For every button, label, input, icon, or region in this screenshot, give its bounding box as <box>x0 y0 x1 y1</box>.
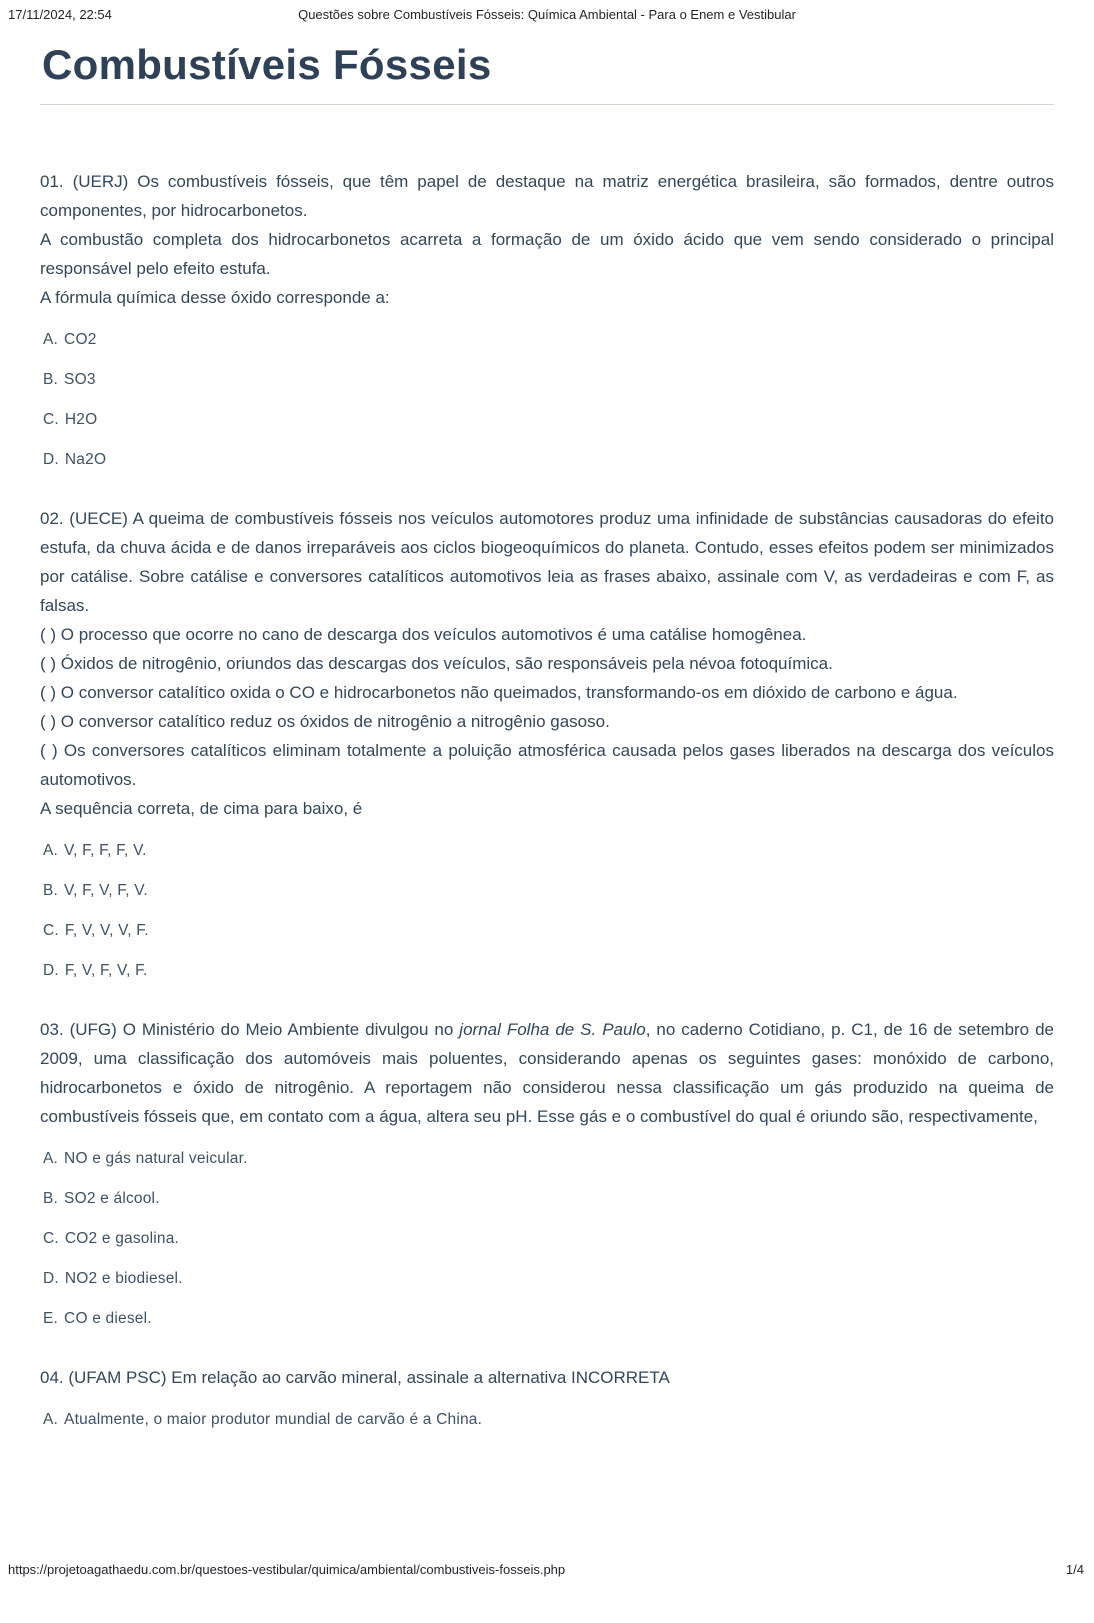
option-text: SO3 <box>64 371 96 388</box>
question-paragraph: 01. (UERJ) Os combustíveis fósseis, que têm papel de destaque na matriz energética brasileira, são formados, dentre outros componentes, por hidrocarbonetos. <box>40 172 1054 220</box>
option-a <box>43 1410 1054 1430</box>
options-list <box>40 330 1054 470</box>
option-text: V, F, F, F, V. <box>64 842 147 859</box>
question-03 <box>40 1015 1054 1329</box>
question-01 <box>40 167 1054 470</box>
question-text-segment: , no caderno Cotidiano, p. C1, de 16 de setembro de 2009, uma classificação dos automóveis mais poluentes, considerando apenas os seguintes gases: monóxido de carbono, hidrocarbonetos e óxido de nitrogênio. A reportagem não considerou nessa classificação um gás produzido na queima de combustíveis fósseis que, em contato com a água, altera seu pH. Esse gás e o combustível do qual é oriundo são, respectivamente, <box>40 1020 1055 1126</box>
option-text: CO2 <box>64 331 97 348</box>
option-text: CO2 e gasolina. <box>64 1230 180 1247</box>
option-letter: C. <box>43 922 59 939</box>
option-c <box>43 921 1054 941</box>
option-letter: C. <box>43 1230 59 1247</box>
option-d <box>43 450 1054 470</box>
options-list <box>40 1410 1054 1430</box>
print-header <box>0 7 1094 22</box>
option-b <box>43 881 1054 901</box>
option-letter: A. <box>43 842 59 859</box>
title-divider <box>40 104 1054 105</box>
option-text: H2O <box>64 411 98 428</box>
option-letter: A. <box>43 331 59 348</box>
option-text: F, V, V, V, F. <box>64 922 149 939</box>
print-header-title: Questões sobre Combustíveis Fósseis: Química Ambiental - Para o Enem e Vestibular <box>298 7 796 22</box>
option-text: NO2 e biodiesel. <box>64 1270 183 1287</box>
vf-statement: ( ) Os conversores catalíticos eliminam totalmente a poluição atmosférica causada pelos gases liberados na descarga dos veículos automotivos. <box>40 741 1054 789</box>
option-letter: B. <box>43 371 59 388</box>
option-letter: A. <box>43 1411 59 1428</box>
option-c <box>43 1229 1054 1249</box>
option-d <box>43 1269 1054 1289</box>
option-letter: A. <box>43 1150 59 1167</box>
option-letter: B. <box>43 882 59 899</box>
option-letter: D. <box>43 451 59 468</box>
vf-statement: ( ) Óxidos de nitrogênio, oriundos das descargas dos veículos, são responsáveis pela névoa fotoquímica. <box>40 654 833 673</box>
option-d <box>43 961 1054 981</box>
option-letter: E. <box>43 1310 59 1327</box>
option-b <box>43 370 1054 390</box>
option-a <box>43 841 1054 861</box>
vf-statement: ( ) O conversor catalítico oxida o CO e hidrocarbonetos não queimados, transformando-os em dióxido de carbono e água. <box>40 683 958 702</box>
option-text: Atualmente, o maior produtor mundial de carvão é a China. <box>64 1411 483 1428</box>
page-title: Combustíveis Fósseis <box>42 41 492 88</box>
option-b <box>43 1189 1054 1209</box>
option-a <box>43 1149 1054 1169</box>
print-datetime: 17/11/2024, 22:54 <box>8 7 112 22</box>
option-text: Na2O <box>64 451 107 468</box>
print-footer <box>8 1562 1084 1577</box>
option-text: CO e diesel. <box>64 1310 152 1327</box>
question-paragraph: 04. (UFAM PSC) Em relação ao carvão mineral, assinale a alternativa INCORRETA <box>40 1368 670 1387</box>
option-text: V, F, V, F, V. <box>64 882 148 899</box>
vf-statement: ( ) O conversor catalítico reduz os óxidos de nitrogênio a nitrogênio gasoso. <box>40 712 610 731</box>
option-text: SO2 e álcool. <box>64 1190 160 1207</box>
question-text-segment: 03. (UFG) O Ministério do Meio Ambiente divulgou no <box>40 1020 460 1039</box>
option-text: NO e gás natural veicular. <box>64 1150 248 1167</box>
question-paragraph: A sequência correta, de cima para baixo, é <box>40 799 363 818</box>
footer-url: https://projetoagathaedu.com.br/questoes-vestibular/quimica/ambiental/combustiveis-fosseis.php <box>8 1562 566 1577</box>
question-02 <box>40 504 1054 981</box>
options-list <box>40 1149 1054 1329</box>
question-paragraph: 02. (UECE) A queima de combustíveis fósseis nos veículos automotores produz uma infinidade de substâncias causadoras do efeito estufa, da chuva ácida e de danos irreparáveis aos ciclos biogeoquímicos do planeta. Contudo, esses efeitos podem ser minimizados por catálise. Sobre catálise e conversores catalíticos automotivos leia as frases abaixo, assinale com V, as verdadeiras e com F, as falsas. <box>40 509 1054 615</box>
option-a <box>43 330 1054 350</box>
question-paragraph: A fórmula química desse óxido corresponde a: <box>40 288 390 307</box>
option-letter: C. <box>43 411 59 428</box>
option-c <box>43 410 1054 430</box>
question-paragraph <box>40 1015 1054 1131</box>
question-text-italic: jornal Folha de S. Paulo <box>459 1020 646 1039</box>
option-letter: B. <box>43 1190 59 1207</box>
question-paragraph: A combustão completa dos hidrocarbonetos acarreta a formação de um óxido ácido que vem sendo considerado o principal responsável pelo efeito estufa. <box>40 230 1054 278</box>
question-04 <box>40 1363 1054 1430</box>
option-letter: D. <box>43 962 59 979</box>
option-e <box>43 1309 1054 1329</box>
option-text: F, V, F, V, F. <box>64 962 148 979</box>
options-list <box>40 841 1054 981</box>
page-indicator: 1/4 <box>1065 1562 1084 1577</box>
vf-statement: ( ) O processo que ocorre no cano de descarga dos veículos automotivos é uma catálise homogênea. <box>40 625 807 644</box>
option-letter: D. <box>43 1270 59 1287</box>
